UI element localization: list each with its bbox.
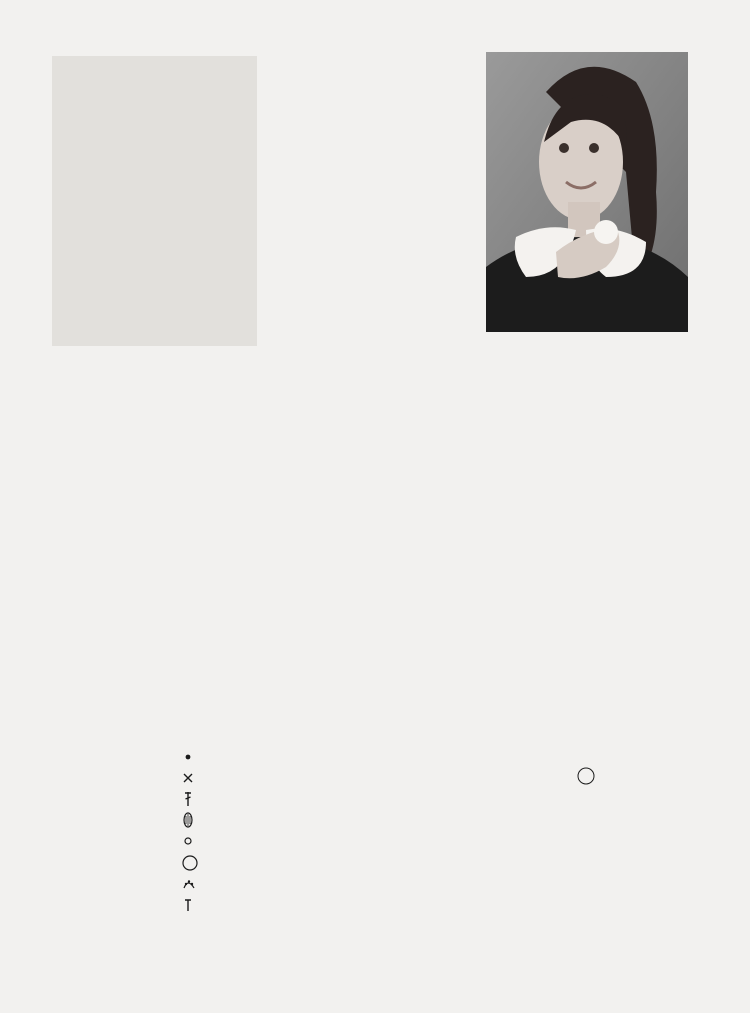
legend-item — [182, 810, 203, 831]
chain-dot-icon — [182, 748, 200, 766]
legend-item — [182, 831, 203, 852]
puff-stitch-icon — [182, 811, 200, 829]
legend-item — [182, 873, 203, 894]
legend — [182, 742, 203, 916]
legend-item — [182, 894, 203, 915]
page-header — [38, 38, 44, 55]
legend-item — [182, 746, 203, 767]
legend-list — [182, 746, 203, 916]
legend-item — [182, 788, 203, 809]
collar-chart-bottom — [60, 380, 410, 680]
collar-chart-top — [125, 62, 475, 382]
scheme1-diagram — [550, 740, 622, 812]
legend-item — [182, 852, 203, 873]
hdc-stitch-icon — [182, 896, 200, 914]
scheme2-diagram — [540, 866, 665, 914]
ring-6-icon — [182, 854, 200, 872]
picot-icon — [182, 832, 200, 850]
dc-stitch-icon — [182, 790, 200, 808]
model-photo — [486, 52, 688, 332]
arch-icon — [182, 875, 200, 893]
legend-item — [182, 767, 203, 788]
cross-icon — [182, 769, 200, 787]
